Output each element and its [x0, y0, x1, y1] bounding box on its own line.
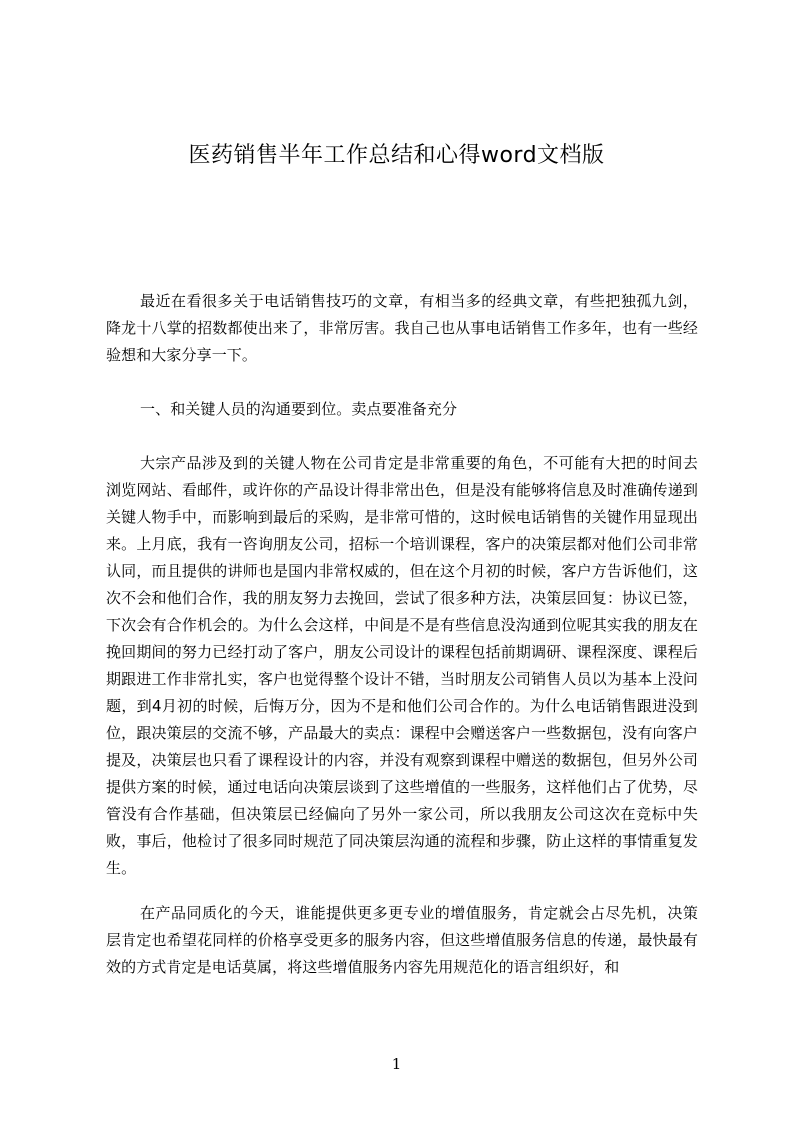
- page-number: 1: [391, 1055, 402, 1073]
- body-paragraph-case-study: 大宗产品涉及到的关键人物在公司肯定是非常重要的角色，不可能有大把的时间去浏览网站、看邮件，或许你的产品设计得非常出色，但是没有能够将信息及时准确传递到关键人物手中，而影响到最后的采购，是非常可惜的，这时候电话销售的关键作用显现出来。上月底，我有一咨询朋友公司，招标一个培训课程，客户的决策层都对他们公司非常认同，而且提供的讲师也是国内非常权威的，但在这个月初的时候，客户方告诉他们，这次不会和他们合作，我的朋友努力去挽回，尝试了很多种方法，决策层回复：协议已签，下次会有合作机会的。为什么会这样，中间是不是有些信息没沟通到位呢其实我的朋友在挽回期间的努力已经打动了客户，朋友公司设计的课程包括前期调研、课程深度、课程后期跟进工作非常扎实，客户也觉得整个设计不错，当时朋友公司销售人员以为基本上没问题，到4月初的时候，后悔万分，因为不是和他们公司合作的。为什么电话销售跟进没到位，跟决策层的交流不够，产品最大的卖点：课程中会赠送客户一些数据包，没有向客户提及，决策层也只看了课程设计的内容，并没有观察到课程中赠送的数据包，但另外公司提供方案的时候，通过电话向决策层谈到了这些增值的一些服务，这样他们占了优势，尽管没有合作基础，但决策层已经偏向了另外一家公司，所以我朋友公司这次在竞标中失败，事后，他检讨了很多同时规范了同决策层沟通的流程和步骤，防止这样的事情重复发生。: [106, 454, 698, 877]
- section-heading: 一、和关键人员的沟通要到位。卖点要准备充分: [140, 400, 458, 418]
- body-paragraph-value-added: 在产品同质化的今天，谁能提供更多更专业的增值服务，肯定就会占尽先机，决策层肯定也希望花同样的价格享受更多的服务内容，但这些增值服务信息的传递，最快最有效的方式肯定是电话莫属，将这些增值服务内容先用规范化的语言组织好，和: [106, 904, 698, 976]
- intro-paragraph: 最近在看很多关于电话销售技巧的文章，有相当多的经典文章，有些把独孤九剑，降龙十八掌的招数都使出来了，非常厉害。我自己也从事电话销售工作多年，也有一些经验想和大家分享一下。: [106, 292, 698, 364]
- document-title: 医药销售半年工作总结和心得word文档版: [188, 143, 605, 168]
